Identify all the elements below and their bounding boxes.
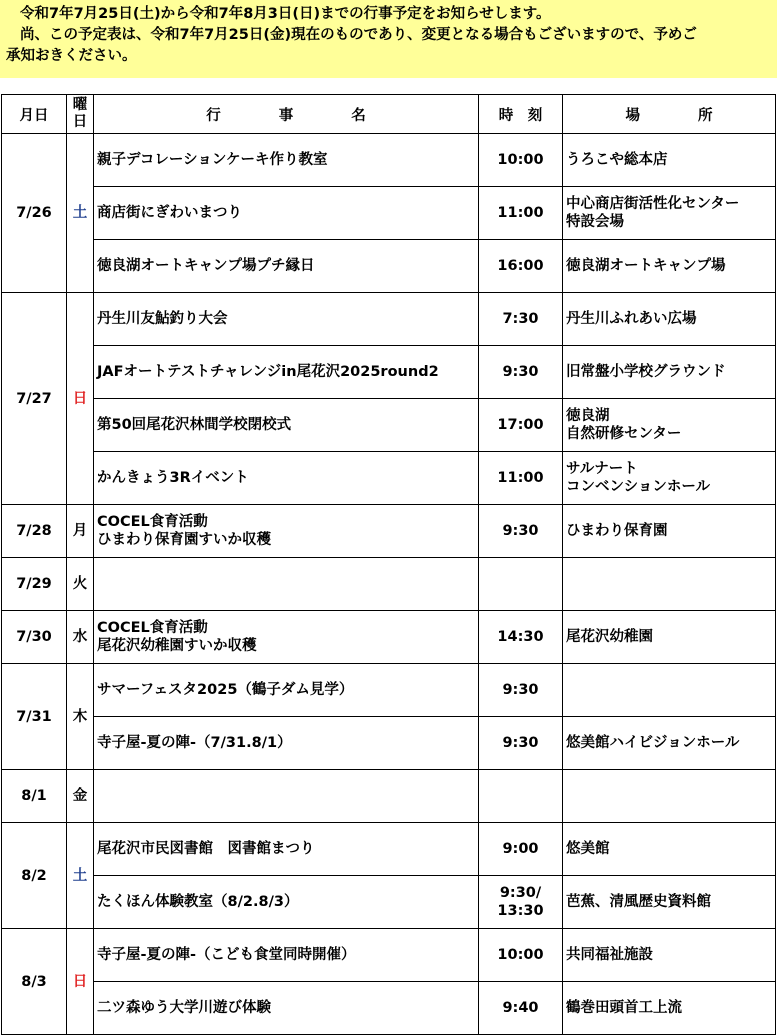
event-name-cell: 親子デコレーションケーキ作り教室 bbox=[94, 134, 479, 187]
header-time: 時 刻 bbox=[479, 95, 563, 134]
event-place-cell: 共同福祉施設 bbox=[563, 929, 776, 982]
table-row bbox=[2, 982, 776, 1035]
weekday-cell: 日 bbox=[67, 293, 94, 505]
date-cell: 7/26 bbox=[2, 134, 67, 293]
notice-line-3: 承知おきください。 bbox=[6, 48, 137, 64]
event-time-cell: 10:00 bbox=[479, 134, 563, 187]
event-time-cell: 17:00 bbox=[479, 399, 563, 452]
header-place: 場 所 bbox=[563, 95, 776, 134]
event-time-cell: 11:00 bbox=[479, 187, 563, 240]
event-name-cell: 第50回尾花沢林間学校閉校式 bbox=[94, 399, 479, 452]
event-name-cell: かんきょう3Rイベント bbox=[94, 452, 479, 505]
table-row bbox=[2, 346, 776, 399]
table-row bbox=[2, 664, 776, 717]
event-time-cell: 9:30 bbox=[479, 505, 563, 558]
header-dow: 曜 日 bbox=[67, 95, 94, 134]
table-row bbox=[2, 929, 776, 982]
event-place-cell: 芭蕉、清風歴史資料館 bbox=[563, 876, 776, 929]
weekday-cell: 金 bbox=[67, 770, 94, 823]
event-place-cell: 徳良湖 自然研修センター bbox=[563, 399, 776, 452]
table-row bbox=[2, 187, 776, 240]
event-name-cell: JAFオートテストチャレンジin尾花沢2025round2 bbox=[94, 346, 479, 399]
event-name-cell: たくほん体験教室（8/2.8/3） bbox=[94, 876, 479, 929]
date-cell: 7/29 bbox=[2, 558, 67, 611]
weekday-cell: 水 bbox=[67, 611, 94, 664]
event-time-cell: 9:30 bbox=[479, 717, 563, 770]
date-cell: 7/27 bbox=[2, 293, 67, 505]
table-row bbox=[2, 505, 776, 558]
event-place-cell: 悠美館 bbox=[563, 823, 776, 876]
event-name-cell: サマーフェスタ2025（鶴子ダム見学） bbox=[94, 664, 479, 717]
event-time-cell: 9:30 bbox=[479, 346, 563, 399]
weekday-cell: 木 bbox=[67, 664, 94, 770]
notice-line-2: 尚、この予定表は、令和7年7月25日(金)現在のものであり、変更となる場合もございますので、予めご bbox=[20, 27, 697, 43]
event-schedule-table bbox=[1, 94, 776, 1035]
event-name-cell: 徳良湖オートキャンプ場プチ縁日 bbox=[94, 240, 479, 293]
event-name-cell: COCEL食育活動 ひまわり保育園すいか収穫 bbox=[94, 505, 479, 558]
event-name-cell: 二ツ森ゆう大学川遊び体験 bbox=[94, 982, 479, 1035]
date-cell: 8/2 bbox=[2, 823, 67, 929]
event-place-cell: うろこや総本店 bbox=[563, 134, 776, 187]
table-row bbox=[2, 293, 776, 346]
event-time-cell: 11:00 bbox=[479, 452, 563, 505]
header-date: 月日 bbox=[2, 95, 67, 134]
schedule-body bbox=[2, 134, 776, 1035]
event-time-cell: 9:30 bbox=[479, 664, 563, 717]
event-place-cell: 丹生川ふれあい広場 bbox=[563, 293, 776, 346]
weekday-cell: 日 bbox=[67, 929, 94, 1035]
event-place-cell: 中心商店街活性化センター 特設会場 bbox=[563, 187, 776, 240]
table-row bbox=[2, 399, 776, 452]
weekday-cell: 火 bbox=[67, 558, 94, 611]
event-time-cell: 16:00 bbox=[479, 240, 563, 293]
table-row bbox=[2, 717, 776, 770]
event-name-cell: 寺子屋-夏の陣-（こども食堂同時開催） bbox=[94, 929, 479, 982]
event-place-cell: サルナート コンベンションホール bbox=[563, 452, 776, 505]
date-cell: 8/1 bbox=[2, 770, 67, 823]
table-row bbox=[2, 770, 776, 823]
date-cell: 8/3 bbox=[2, 929, 67, 1035]
event-time-cell: 9:00 bbox=[479, 823, 563, 876]
table-row bbox=[2, 876, 776, 929]
event-place-cell: 尾花沢幼稚園 bbox=[563, 611, 776, 664]
event-name-cell bbox=[94, 558, 479, 611]
table-row bbox=[2, 452, 776, 505]
event-name-cell: 尾花沢市民図書館 図書館まつり bbox=[94, 823, 479, 876]
event-place-cell bbox=[563, 664, 776, 717]
date-cell: 7/28 bbox=[2, 505, 67, 558]
event-place-cell: 徳良湖オートキャンプ場 bbox=[563, 240, 776, 293]
event-time-cell: 9:40 bbox=[479, 982, 563, 1035]
event-name-cell: COCEL食育活動 尾花沢幼稚園すいか収穫 bbox=[94, 611, 479, 664]
table-row bbox=[2, 823, 776, 876]
notice-banner bbox=[0, 0, 777, 78]
weekday-cell: 土 bbox=[67, 134, 94, 293]
event-name-cell: 丹生川友鮎釣り大会 bbox=[94, 293, 479, 346]
notice-line-1: 令和7年7月25日(土)から令和7年8月3日(日)までの行事予定をお知らせします。 bbox=[20, 6, 551, 22]
table-row bbox=[2, 611, 776, 664]
event-name-cell bbox=[94, 770, 479, 823]
date-cell: 7/31 bbox=[2, 664, 67, 770]
weekday-cell: 土 bbox=[67, 823, 94, 929]
table-row bbox=[2, 558, 776, 611]
event-time-cell: 14:30 bbox=[479, 611, 563, 664]
event-place-cell: 悠美館ハイビジョンホール bbox=[563, 717, 776, 770]
event-place-cell bbox=[563, 770, 776, 823]
date-cell: 7/30 bbox=[2, 611, 67, 664]
event-time-cell bbox=[479, 770, 563, 823]
event-name-cell: 寺子屋-夏の陣-（7/31.8/1） bbox=[94, 717, 479, 770]
event-place-cell: 旧常盤小学校グラウンド bbox=[563, 346, 776, 399]
event-time-cell: 9:30/ 13:30 bbox=[479, 876, 563, 929]
header-event: 行 事 名 bbox=[94, 95, 479, 134]
event-time-cell: 10:00 bbox=[479, 929, 563, 982]
event-time-cell: 7:30 bbox=[479, 293, 563, 346]
event-place-cell: ひまわり保育園 bbox=[563, 505, 776, 558]
table-row bbox=[2, 134, 776, 187]
event-place-cell: 鶴巻田頭首工上流 bbox=[563, 982, 776, 1035]
table-header-row bbox=[2, 95, 776, 134]
table-row bbox=[2, 240, 776, 293]
weekday-cell: 月 bbox=[67, 505, 94, 558]
event-place-cell bbox=[563, 558, 776, 611]
event-time-cell bbox=[479, 558, 563, 611]
event-name-cell: 商店街にぎわいまつり bbox=[94, 187, 479, 240]
